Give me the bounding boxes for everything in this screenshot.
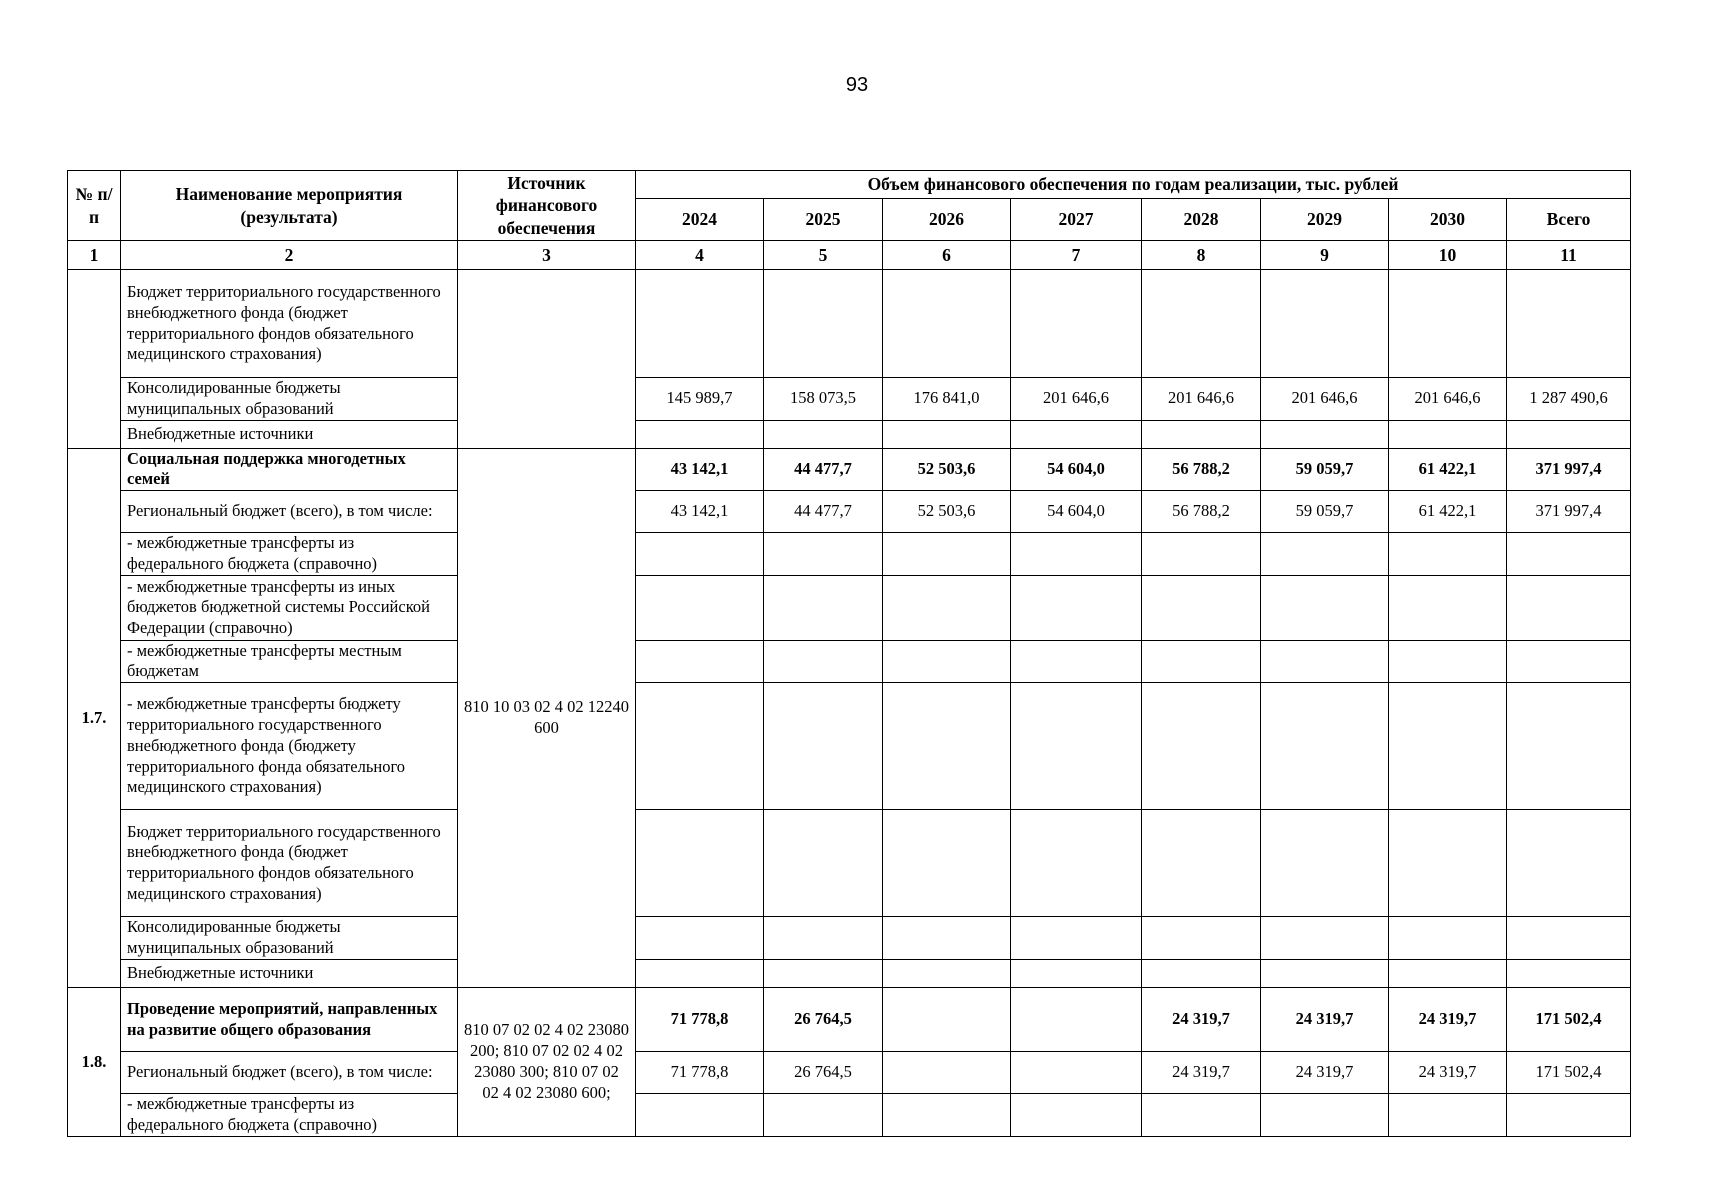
column-index: 5 — [764, 241, 883, 270]
value-cell — [883, 533, 1011, 576]
value-cell — [636, 640, 764, 683]
row-name: Консолидированные бюджеты муниципальных образований — [121, 378, 458, 421]
value-cell — [1389, 683, 1507, 810]
value-cell — [1011, 270, 1142, 378]
table-row — [68, 1094, 1714, 1137]
value-cell — [1011, 988, 1142, 1052]
value-cell — [1011, 810, 1142, 917]
value-cell — [764, 917, 883, 960]
value-cell — [636, 683, 764, 810]
header-year: 2028 — [1142, 199, 1261, 241]
value-cell — [883, 960, 1011, 988]
header-year: 2025 — [764, 199, 883, 241]
value-cell: 59 059,7 — [1261, 448, 1389, 491]
value-cell — [1011, 1094, 1142, 1137]
value-cell — [1389, 575, 1507, 640]
value-cell — [1142, 270, 1261, 378]
value-cell — [1507, 917, 1631, 960]
value-cell — [764, 575, 883, 640]
row-name: - межбюджетные трансферты бюджету территориального государственного внебюджетного фонда (бюджету территориального фонда обязательного медицинского страхования) — [121, 683, 458, 810]
value-cell — [1142, 533, 1261, 576]
value-cell — [764, 683, 883, 810]
value-cell — [1507, 960, 1631, 988]
row-name: Внебюджетные источники — [121, 960, 458, 988]
row-source — [458, 270, 636, 449]
value-cell — [1507, 270, 1631, 378]
value-cell: 371 997,4 — [1507, 448, 1631, 491]
value-cell — [1011, 533, 1142, 576]
value-cell — [1011, 1052, 1142, 1094]
row-name: - межбюджетные трансферты из федерального бюджета (справочно) — [121, 533, 458, 576]
table-row — [68, 810, 1714, 917]
value-cell — [1261, 640, 1389, 683]
row-name: Бюджет территориального государственного внебюджетного фонда (бюджет территориального фондов обязательного медицинского страхования) — [121, 810, 458, 917]
header-source: Источник финансового обеспечения — [458, 171, 636, 241]
value-cell — [1389, 420, 1507, 448]
value-cell — [1142, 640, 1261, 683]
value-cell — [1389, 810, 1507, 917]
table-row — [68, 491, 1714, 533]
value-cell — [1011, 575, 1142, 640]
value-cell: 145 989,7 — [636, 378, 764, 421]
value-cell — [764, 810, 883, 917]
value-cell — [1011, 917, 1142, 960]
row-name: - межбюджетные трансферты из федерального бюджета (справочно) — [121, 1094, 458, 1137]
value-cell — [883, 270, 1011, 378]
column-index: 4 — [636, 241, 764, 270]
value-cell: 56 788,2 — [1142, 448, 1261, 491]
value-cell: 26 764,5 — [764, 988, 883, 1052]
value-cell — [1142, 683, 1261, 810]
value-cell — [1261, 533, 1389, 576]
header-name: Наименование мероприятия (результата) — [121, 171, 458, 241]
value-cell: 201 646,6 — [1142, 378, 1261, 421]
value-cell: 201 646,6 — [1389, 378, 1507, 421]
header-total: Всего — [1507, 199, 1631, 241]
value-cell: 44 477,7 — [764, 448, 883, 491]
value-cell: 56 788,2 — [1142, 491, 1261, 533]
value-cell — [1261, 270, 1389, 378]
header-year: 2024 — [636, 199, 764, 241]
row-index: 1.8. — [68, 988, 121, 1137]
table-row — [68, 420, 1714, 448]
value-cell: 201 646,6 — [1261, 378, 1389, 421]
value-cell — [883, 683, 1011, 810]
value-cell: 52 503,6 — [883, 448, 1011, 491]
value-cell — [1261, 1094, 1389, 1137]
row-name: - межбюджетные трансферты из иных бюджетов бюджетной системы Российской Федерации (справочно) — [121, 575, 458, 640]
value-cell — [1389, 533, 1507, 576]
value-cell: 24 319,7 — [1389, 988, 1507, 1052]
value-cell — [1507, 575, 1631, 640]
value-cell — [1261, 810, 1389, 917]
value-cell: 54 604,0 — [1011, 491, 1142, 533]
value-cell — [1507, 640, 1631, 683]
value-cell — [1507, 420, 1631, 448]
row-index — [68, 270, 121, 449]
value-cell — [1142, 420, 1261, 448]
value-cell: 24 319,7 — [1389, 1052, 1507, 1094]
value-cell: 176 841,0 — [883, 378, 1011, 421]
value-cell: 1 287 490,6 — [1507, 378, 1631, 421]
row-name: Социальная поддержка многодетных семей — [121, 448, 458, 491]
value-cell: 43 142,1 — [636, 491, 764, 533]
value-cell — [1389, 1094, 1507, 1137]
value-cell — [1261, 683, 1389, 810]
row-source: 810 10 03 02 4 02 12240 600 — [458, 448, 636, 988]
table-row — [68, 917, 1714, 960]
column-index: 3 — [458, 241, 636, 270]
value-cell — [764, 960, 883, 988]
value-cell — [883, 917, 1011, 960]
value-cell — [764, 270, 883, 378]
value-cell — [636, 917, 764, 960]
financing-table — [67, 170, 1714, 1137]
value-cell — [883, 575, 1011, 640]
header-num: № п/п — [68, 171, 121, 241]
value-cell — [1389, 917, 1507, 960]
row-name: Региональный бюджет (всего), в том числе: — [121, 491, 458, 533]
table-row — [68, 1052, 1714, 1094]
value-cell — [883, 640, 1011, 683]
value-cell: 24 319,7 — [1261, 988, 1389, 1052]
value-cell — [764, 640, 883, 683]
value-cell: 71 778,8 — [636, 988, 764, 1052]
row-name: Бюджет территориального государственного внебюджетного фонда (бюджет территориального фондов обязательного медицинского страхования) — [121, 270, 458, 378]
column-index: 2 — [121, 241, 458, 270]
row-name: Региональный бюджет (всего), в том числе: — [121, 1052, 458, 1094]
value-cell: 171 502,4 — [1507, 988, 1631, 1052]
row-index: 1.7. — [68, 448, 121, 988]
value-cell — [1011, 640, 1142, 683]
value-cell — [636, 575, 764, 640]
value-cell: 201 646,6 — [1011, 378, 1142, 421]
value-cell — [636, 810, 764, 917]
table-row — [68, 448, 1714, 491]
value-cell — [1507, 533, 1631, 576]
header-year: 2029 — [1261, 199, 1389, 241]
value-cell: 59 059,7 — [1261, 491, 1389, 533]
value-cell — [1261, 960, 1389, 988]
row-name: Проведение мероприятий, направленных на развитие общего образования — [121, 988, 458, 1052]
value-cell — [1142, 575, 1261, 640]
value-cell — [1389, 960, 1507, 988]
table-row — [68, 988, 1714, 1052]
value-cell: 71 778,8 — [636, 1052, 764, 1094]
column-index: 11 — [1507, 241, 1631, 270]
value-cell: 158 073,5 — [764, 378, 883, 421]
column-index: 7 — [1011, 241, 1142, 270]
value-cell: 44 477,7 — [764, 491, 883, 533]
value-cell — [883, 988, 1011, 1052]
value-cell: 371 997,4 — [1507, 491, 1631, 533]
value-cell — [1261, 917, 1389, 960]
value-cell — [636, 960, 764, 988]
row-name: Консолидированные бюджеты муниципальных образований — [121, 917, 458, 960]
table-row — [68, 270, 1714, 378]
column-index: 10 — [1389, 241, 1507, 270]
value-cell — [1142, 960, 1261, 988]
table-row — [68, 640, 1714, 683]
value-cell — [1142, 810, 1261, 917]
column-index: 8 — [1142, 241, 1261, 270]
value-cell: 24 319,7 — [1261, 1052, 1389, 1094]
header-volume: Объем финансового обеспечения по годам реализации, тыс. рублей — [636, 171, 1631, 199]
header-year: 2027 — [1011, 199, 1142, 241]
column-index: 6 — [883, 241, 1011, 270]
value-cell: 52 503,6 — [883, 491, 1011, 533]
header-year: 2030 — [1389, 199, 1507, 241]
value-cell — [883, 1094, 1011, 1137]
row-name: Внебюджетные источники — [121, 420, 458, 448]
value-cell — [636, 1094, 764, 1137]
value-cell — [1507, 683, 1631, 810]
value-cell — [1142, 917, 1261, 960]
value-cell — [636, 420, 764, 448]
value-cell — [636, 533, 764, 576]
table-row — [68, 683, 1714, 810]
table-row — [68, 960, 1714, 988]
row-name: - межбюджетные трансферты местным бюджетам — [121, 640, 458, 683]
value-cell — [1261, 575, 1389, 640]
value-cell: 54 604,0 — [1011, 448, 1142, 491]
value-cell — [1507, 1094, 1631, 1137]
value-cell — [764, 420, 883, 448]
header-year: 2026 — [883, 199, 1011, 241]
table-row — [68, 533, 1714, 576]
value-cell — [1011, 960, 1142, 988]
value-cell — [764, 533, 883, 576]
value-cell: 171 502,4 — [1507, 1052, 1631, 1094]
table-row — [68, 378, 1714, 421]
value-cell: 61 422,1 — [1389, 491, 1507, 533]
value-cell: 24 319,7 — [1142, 1052, 1261, 1094]
row-source: 810 07 02 02 4 02 23080 200; 810 07 02 02 4 02 23080 300; 810 07 02 02 4 02 23080 600; — [458, 988, 636, 1137]
column-index: 1 — [68, 241, 121, 270]
value-cell — [764, 1094, 883, 1137]
value-cell — [1389, 640, 1507, 683]
value-cell — [883, 1052, 1011, 1094]
value-cell — [883, 420, 1011, 448]
value-cell — [1389, 270, 1507, 378]
column-index: 9 — [1261, 241, 1389, 270]
value-cell: 61 422,1 — [1389, 448, 1507, 491]
value-cell: 26 764,5 — [764, 1052, 883, 1094]
value-cell — [1142, 1094, 1261, 1137]
value-cell — [636, 270, 764, 378]
value-cell — [1011, 683, 1142, 810]
value-cell — [1507, 810, 1631, 917]
value-cell — [883, 810, 1011, 917]
value-cell — [1261, 420, 1389, 448]
value-cell: 24 319,7 — [1142, 988, 1261, 1052]
table-row — [68, 575, 1714, 640]
page-number: 93 — [845, 74, 869, 96]
value-cell: 43 142,1 — [636, 448, 764, 491]
value-cell — [1011, 420, 1142, 448]
